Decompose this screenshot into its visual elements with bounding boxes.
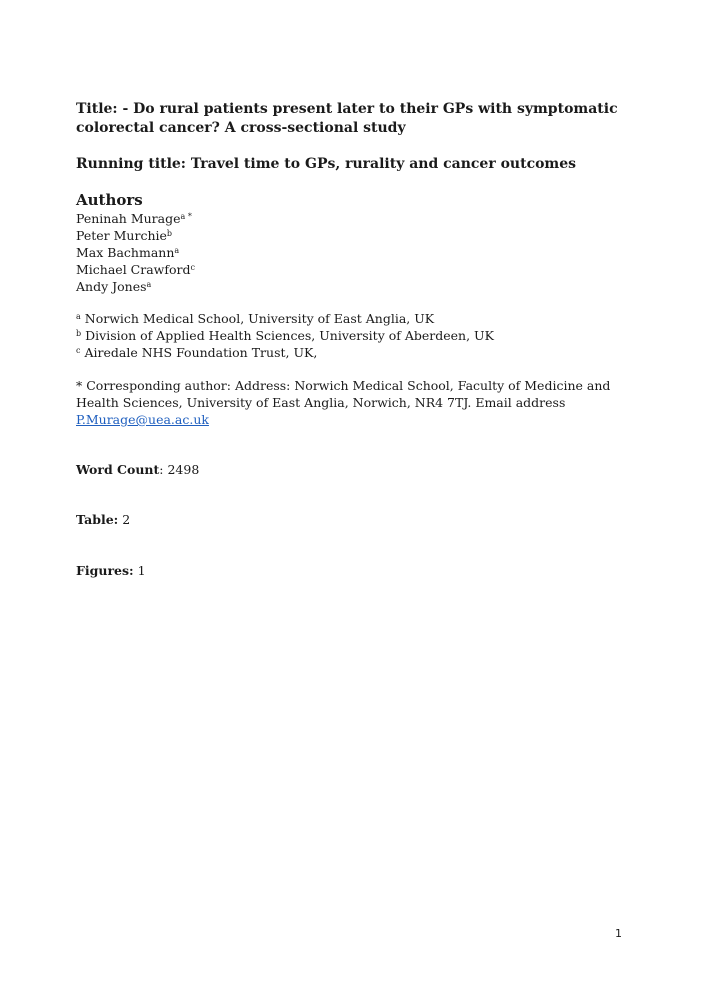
title-line-1: Title: - Do rural patients present later to their GPs with symptomatic (76, 101, 618, 117)
word-count (76, 461, 199, 478)
author-affiliation-mark: a (174, 246, 180, 255)
affiliation-mark: b (76, 329, 82, 338)
paper-title (76, 100, 616, 138)
author-name: Michael Crawford (76, 262, 191, 277)
affiliation-text: Airedale NHS Foundation Trust, UK, (84, 345, 318, 360)
page-number: 1 (615, 927, 622, 940)
author-affiliation-mark: a * (180, 212, 192, 221)
author-affiliation-mark: a (146, 280, 152, 289)
corresponding-line-1: * Corresponding author: Address: Norwich Medical School, Faculty of Medicine and (76, 378, 611, 393)
figure-count-label: Figures: (76, 563, 134, 578)
author-name: Peninah Murage (76, 211, 181, 226)
affiliation-item (76, 327, 494, 344)
affiliation-mark: a (76, 312, 81, 321)
author-name: Max Bachmann (76, 245, 175, 260)
author-affiliation-mark: c (190, 263, 195, 272)
word-count-label: Word Count (76, 462, 160, 477)
author-item (76, 261, 195, 278)
author-affiliation-mark: b (166, 229, 173, 238)
author-name: Andy Jones (76, 279, 147, 294)
figure-count-value: 1 (133, 563, 146, 578)
affiliation-item (76, 310, 494, 327)
author-name: Peter Murchie (76, 228, 167, 243)
figure-count (76, 562, 146, 579)
word-count-value: : 2498 (159, 462, 200, 477)
corresponding-author (76, 377, 611, 428)
author-item (76, 227, 195, 244)
authors-heading: Authors (76, 191, 143, 209)
table-count-label: Table: (76, 512, 119, 527)
table-count-value: 2 (118, 512, 131, 527)
affiliation-text: Norwich Medical School, University of East Anglia, UK (84, 311, 435, 326)
author-list (76, 210, 195, 295)
author-item (76, 244, 195, 261)
author-item (76, 210, 195, 227)
author-item (76, 278, 195, 295)
table-count (76, 511, 130, 528)
corresponding-email-link[interactable]: P.Murage@uea.ac.uk (76, 412, 209, 427)
affiliation-list (76, 310, 494, 361)
running-title: Running title: Travel time to GPs, rurality and cancer outcomes (76, 156, 577, 172)
affiliation-mark: c (76, 346, 81, 355)
title-line-2: colorectal cancer? A cross-sectional study (76, 120, 406, 136)
affiliation-item (76, 344, 494, 361)
affiliation-text: Division of Applied Health Sciences, University of Aberdeen, UK (85, 328, 494, 343)
corresponding-line-2: Health Sciences, University of East Anglia, Norwich, NR4 7TJ. Email address (76, 395, 566, 410)
